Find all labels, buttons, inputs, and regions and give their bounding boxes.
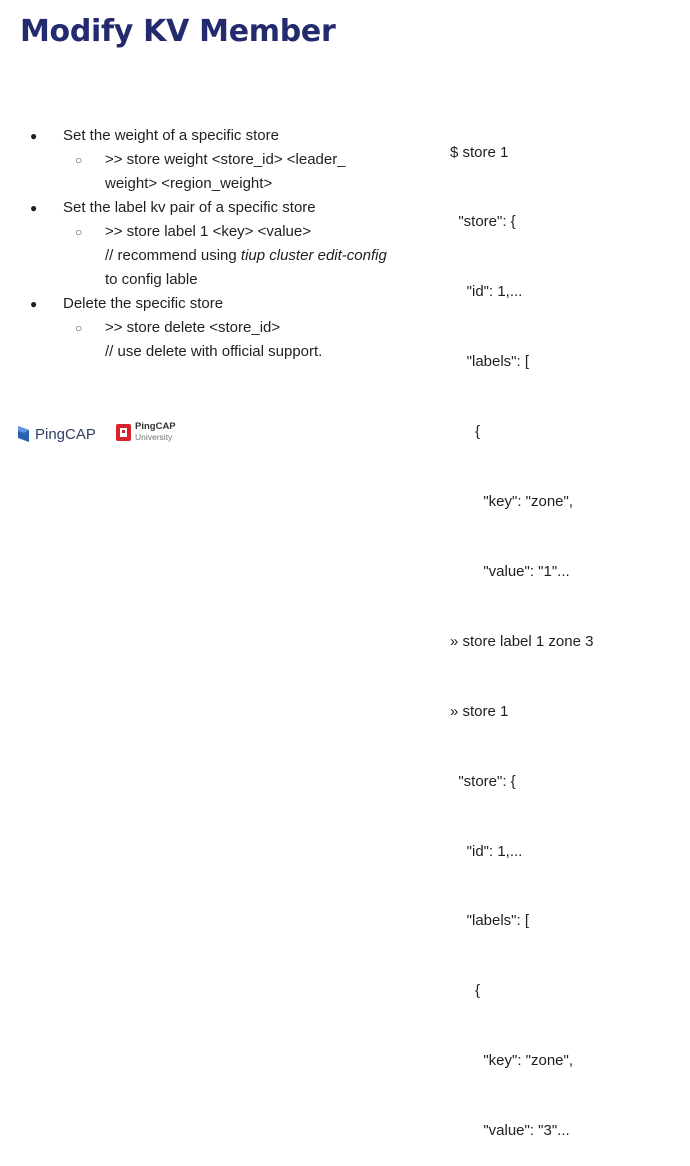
university-badge-icon bbox=[116, 424, 131, 441]
pingcap-university-line1: PingCAP bbox=[135, 421, 176, 432]
weight-command-line1: >> store weight <store_id> <leader_ bbox=[105, 151, 346, 168]
code-block bbox=[450, 94, 593, 1166]
pingcap-university-line2: University bbox=[135, 432, 173, 442]
pingcap-logo-text: PingCAP bbox=[35, 425, 96, 443]
bullet-list bbox=[30, 124, 430, 364]
weight-command-line2: weight> <region_weight> bbox=[105, 175, 273, 192]
code-line: "key": "zone", bbox=[450, 493, 574, 511]
code-line: » store 1 bbox=[450, 702, 509, 720]
label-command: >> store label 1 <key> <value> bbox=[105, 223, 311, 240]
code-line: { bbox=[450, 982, 481, 1000]
label-note-cont: to config lable bbox=[105, 271, 198, 288]
code-line: "labels": [ bbox=[450, 353, 530, 371]
label-note-tool: tiup cluster edit-config bbox=[240, 247, 387, 264]
bullet-set-label: ● Set the label kv pair of a specific store bbox=[30, 196, 430, 220]
label-note-prefix: // recommend using bbox=[105, 247, 241, 264]
code-line: » store label 1 zone 3 bbox=[450, 632, 594, 650]
pingcap-logo bbox=[16, 424, 96, 444]
sub-bullet-delete-command bbox=[30, 316, 430, 364]
sub-bullet-weight-command bbox=[30, 148, 430, 196]
delete-note: // use delete with official support. bbox=[105, 343, 323, 360]
code-line: "store": { bbox=[450, 213, 516, 231]
pingcap-university-text bbox=[135, 421, 176, 443]
code-line: "value": "3"... bbox=[450, 1122, 570, 1140]
code-line: "labels": [ bbox=[450, 912, 530, 930]
code-line: "store": { bbox=[450, 772, 516, 790]
bullet-delete-store: ● Delete the specific store bbox=[30, 292, 430, 316]
code-line: "id": 1,... bbox=[450, 842, 523, 860]
pingcap-mark-icon bbox=[16, 424, 32, 444]
code-line: { bbox=[450, 423, 481, 441]
slide-title: Modify KV Member bbox=[20, 14, 336, 49]
code-line: "key": "zone", bbox=[450, 1052, 574, 1070]
sub-bullet-label-command bbox=[30, 220, 430, 292]
pingcap-university-logo bbox=[116, 421, 176, 443]
bullet-set-weight: ● Set the weight of a specific store bbox=[30, 124, 430, 148]
footer-logos bbox=[16, 421, 316, 451]
code-line: $ store 1 bbox=[450, 143, 509, 161]
code-line: "value": "1"... bbox=[450, 562, 570, 580]
delete-command: >> store delete <store_id> bbox=[105, 319, 281, 336]
code-line: "id": 1,... bbox=[450, 283, 523, 301]
